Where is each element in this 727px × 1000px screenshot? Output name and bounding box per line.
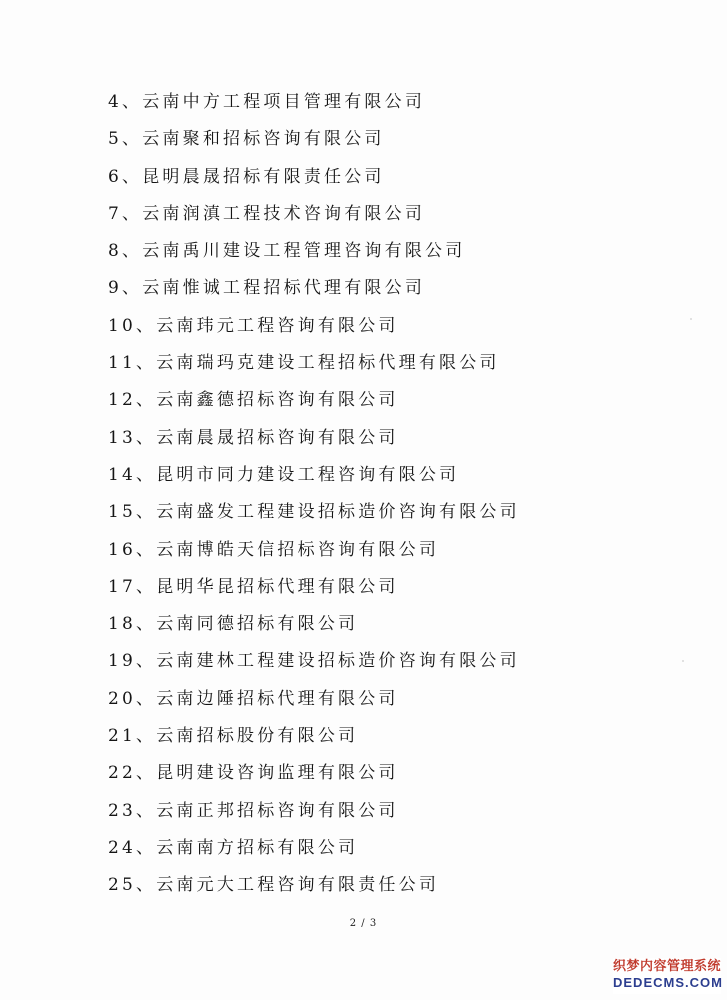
page-number: 2 / 3 bbox=[349, 918, 378, 929]
list-item: 12、云南鑫德招标咨询有限公司 bbox=[108, 390, 399, 411]
list-item: 13、云南晨晟招标咨询有限公司 bbox=[108, 427, 399, 448]
list-item: 20、云南边陲招标代理有限公司 bbox=[108, 688, 399, 709]
list-item: 9、云南惟诚工程招标代理有限公司 bbox=[108, 278, 426, 299]
list-item: 23、云南正邦招标咨询有限公司 bbox=[108, 800, 399, 821]
company-list bbox=[108, 86, 520, 907]
list-item: 16、云南博皓天信招标咨询有限公司 bbox=[108, 539, 440, 560]
scan-speck bbox=[690, 318, 692, 320]
list-item: 25、云南元大工程咨询有限责任公司 bbox=[108, 875, 440, 896]
scan-speck bbox=[682, 660, 684, 662]
list-item: 10、云南玮元工程咨询有限公司 bbox=[108, 315, 399, 336]
list-item: 11、云南瑞玛克建设工程招标代理有限公司 bbox=[108, 353, 500, 374]
list-item: 17、昆明华昆招标代理有限公司 bbox=[108, 576, 399, 597]
list-item: 15、云南盛发工程建设招标造价咨询有限公司 bbox=[108, 502, 520, 523]
list-item: 6、昆明晨晟招标有限责任公司 bbox=[108, 166, 385, 187]
list-item: 14、昆明市同力建设工程咨询有限公司 bbox=[108, 464, 460, 485]
list-item: 24、云南南方招标有限公司 bbox=[108, 837, 359, 858]
list-item: 5、云南聚和招标咨询有限公司 bbox=[108, 129, 385, 150]
watermark-logo bbox=[613, 958, 721, 994]
list-item: 19、云南建林工程建设招标造价咨询有限公司 bbox=[108, 651, 520, 672]
list-item: 18、云南同德招标有限公司 bbox=[108, 614, 359, 635]
list-item: 8、云南禹川建设工程管理咨询有限公司 bbox=[108, 241, 466, 262]
list-item: 21、云南招标股份有限公司 bbox=[108, 726, 359, 747]
watermark-line2: DEDECMS.COM bbox=[613, 975, 723, 990]
list-item: 4、云南中方工程项目管理有限公司 bbox=[108, 92, 426, 112]
list-item: 22、昆明建设咨询监理有限公司 bbox=[108, 763, 399, 784]
watermark-line1: 织梦内容管理系统 bbox=[613, 958, 722, 973]
list-item: 7、云南润滇工程技术咨询有限公司 bbox=[108, 203, 426, 224]
